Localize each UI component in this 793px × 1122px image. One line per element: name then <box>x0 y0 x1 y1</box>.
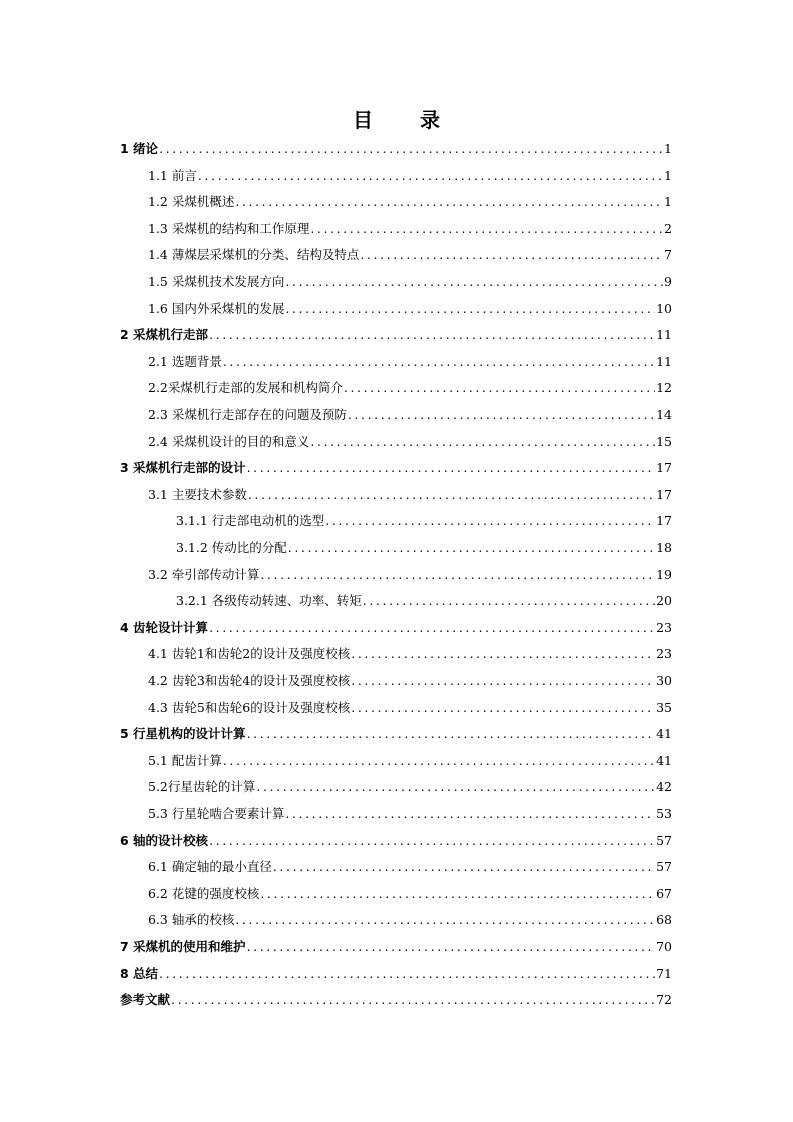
toc-entry-label: 5.1 配齿计算 <box>148 752 222 768</box>
toc-entry-label: 6.3 轴承的校核 <box>148 912 235 928</box>
toc-leader-dots <box>363 593 655 609</box>
toc-entry-page: 30 <box>656 673 672 688</box>
toc-entry-page: 2 <box>664 220 672 236</box>
toc-entry-page: 9 <box>664 274 672 289</box>
toc-entry[interactable] <box>148 855 672 875</box>
toc-entry-label: 5 行星机构的设计计算 <box>120 726 246 742</box>
toc-leader-dots <box>235 194 663 210</box>
toc-entry-page: 23 <box>656 619 672 635</box>
toc-entry-label: 2 采煤机行走部 <box>120 327 209 343</box>
toc-entry[interactable] <box>148 669 672 689</box>
toc-entry-page: 7 <box>664 247 672 263</box>
toc-entry-label: 2.4 采煤机设计的目的和意义 <box>148 433 310 449</box>
toc-leader-dots <box>348 407 655 423</box>
toc-leader-dots <box>344 380 655 396</box>
toc-leader-dots <box>209 833 655 849</box>
toc-entry-page: 20 <box>656 593 672 609</box>
toc-entry-label: 8 总结 <box>120 965 159 981</box>
toc-entry[interactable] <box>148 483 672 503</box>
toc-entry[interactable] <box>148 190 672 210</box>
toc-entry-page: 41 <box>656 752 672 768</box>
toc-entry-label: 6.2 花键的强度校核 <box>148 885 260 901</box>
toc-entry-label: 2.2采煤机行走部的发展和机构简介 <box>148 380 343 396</box>
toc-leader-dots <box>360 247 663 263</box>
toc-entry[interactable] <box>148 749 672 769</box>
toc-entry[interactable] <box>148 403 672 423</box>
toc-entry-page: 12 <box>656 380 672 396</box>
toc-entry-label: 1.6 国内外采煤机的发展 <box>148 300 285 316</box>
toc-entry-label: 3.1.2 传动比的分配 <box>176 540 287 555</box>
toc-entry[interactable] <box>176 589 672 609</box>
toc-leader-dots <box>285 274 663 290</box>
toc-leader-dots <box>209 327 655 343</box>
toc-entry-label: 参考文献 <box>120 992 171 1008</box>
toc-leader-dots <box>260 567 655 583</box>
toc-leader-dots <box>235 912 655 928</box>
toc-leader-dots <box>159 141 663 157</box>
toc-leader-dots <box>247 726 656 742</box>
toc-entry-label: 3.2.1 各级传动转速、功率、转矩 <box>176 593 362 609</box>
toc-entry-label: 2.3 采煤机行走部存在的问题及预防 <box>148 407 347 422</box>
toc-entry-page: 17 <box>656 460 672 476</box>
toc-entry-label: 6 轴的设计校核 <box>120 832 209 848</box>
toc-entry-page: 17 <box>656 513 672 529</box>
toc-leader-dots <box>159 966 655 982</box>
toc-leader-dots <box>310 221 663 237</box>
toc-entry[interactable] <box>120 988 672 1008</box>
toc-entry[interactable] <box>148 775 672 795</box>
toc-leader-dots <box>285 806 655 822</box>
toc-entry-page: 57 <box>656 859 672 875</box>
toc-leader-dots <box>351 673 655 689</box>
toc-entry[interactable] <box>148 297 672 317</box>
toc-entry-label: 4 齿轮设计计算 <box>120 619 209 635</box>
toc-entry-page: 11 <box>656 353 672 369</box>
toc-entry-label: 7 采煤机的使用和维护 <box>120 939 246 954</box>
toc-entry[interactable] <box>148 882 672 902</box>
toc-entry[interactable] <box>148 908 672 928</box>
toc-entry-page: 23 <box>656 646 672 662</box>
toc-entry[interactable] <box>148 563 672 583</box>
toc-entry-label: 1.5 采煤机技术发展方向 <box>148 274 285 289</box>
toc-entry[interactable] <box>148 217 672 237</box>
toc-leader-dots <box>260 886 655 902</box>
toc-entry-page: 11 <box>656 327 672 343</box>
toc-entry-page: 53 <box>656 806 672 821</box>
toc-entry[interactable] <box>148 430 672 450</box>
toc-entry-label: 5.3 行星轮啮合要素计算 <box>148 806 285 821</box>
toc-entry[interactable] <box>120 456 672 476</box>
toc-entry-label: 5.2行星齿轮的计算 <box>148 779 256 795</box>
toc-entry-page: 67 <box>656 885 672 901</box>
toc-entry[interactable] <box>120 323 672 343</box>
toc-leader-dots <box>285 301 655 317</box>
toc-leader-dots <box>248 487 655 503</box>
toc-entry-page: 70 <box>656 939 672 954</box>
toc-leader-dots <box>223 753 655 769</box>
toc-entry[interactable] <box>148 243 672 263</box>
toc-entry-page: 72 <box>656 992 672 1008</box>
toc-entry-label: 3.1.1 行走部电动机的选型 <box>176 513 325 529</box>
toc-entry-page: 1 <box>664 141 672 156</box>
toc-entry-label: 2.1 选题背景 <box>148 353 222 369</box>
toc-entry-label: 4.3 齿轮5和齿轮6的设计及强度校核 <box>148 699 351 715</box>
toc-entry-label: 1.4 薄煤层采煤机的分类、结构及特点 <box>148 247 360 263</box>
toc-entry[interactable] <box>148 164 672 184</box>
toc-entry[interactable] <box>120 722 672 742</box>
toc-leader-dots <box>198 168 663 184</box>
toc-leader-dots <box>273 859 655 875</box>
toc-entry-page: 18 <box>656 540 672 555</box>
toc-entry-page: 15 <box>656 433 672 449</box>
toc-entry-page: 10 <box>656 300 672 316</box>
toc-entry-page: 14 <box>656 407 672 422</box>
toc-entry-label: 1.2 采煤机概述 <box>148 194 235 210</box>
toc-leader-dots <box>247 939 656 955</box>
toc-entry-page: 1 <box>664 167 672 183</box>
toc-entry[interactable] <box>148 270 672 290</box>
toc-entry-label: 1.1 前言 <box>148 167 197 183</box>
toc-entry-page: 68 <box>656 912 672 928</box>
toc-entry[interactable] <box>148 696 672 716</box>
toc-entry-label: 3 采煤机行走部的设计 <box>120 460 246 476</box>
toc-entry[interactable] <box>176 536 672 556</box>
toc-entry-page: 41 <box>656 726 672 742</box>
toc-leader-dots <box>171 992 655 1008</box>
toc-entry[interactable] <box>120 935 672 955</box>
toc-leader-dots <box>351 646 655 662</box>
toc-entry-page: 71 <box>656 965 672 981</box>
toc-leader-dots <box>288 540 655 556</box>
toc-leader-dots <box>223 354 655 370</box>
page-title: 目 录 <box>353 108 460 132</box>
toc-entry-page: 1 <box>664 194 672 210</box>
toc-entry-label: 1.3 采煤机的结构和工作原理 <box>148 220 310 236</box>
toc-leader-dots <box>256 779 655 795</box>
toc-entry-page: 19 <box>656 566 672 582</box>
toc-entry[interactable] <box>148 642 672 662</box>
toc-entry-label: 1 绪论 <box>120 141 159 156</box>
toc-leader-dots <box>209 620 655 636</box>
toc-entry[interactable] <box>148 350 672 370</box>
toc-entry[interactable] <box>120 137 672 157</box>
toc-entry-page: 35 <box>656 699 672 715</box>
toc-entry-label: 3.2 牵引部传动计算 <box>148 566 260 582</box>
toc-leader-dots <box>351 700 655 716</box>
toc-leader-dots <box>325 513 655 529</box>
toc-entry[interactable] <box>176 509 672 529</box>
toc-entry-label: 4.1 齿轮1和齿轮2的设计及强度校核 <box>148 646 351 662</box>
toc-entry-label: 6.1 确定轴的最小直径 <box>148 859 272 875</box>
toc-entry-page: 57 <box>656 832 672 848</box>
toc-entry[interactable] <box>120 829 672 849</box>
toc-entry-label: 4.2 齿轮3和齿轮4的设计及强度校核 <box>148 673 351 688</box>
toc-entry-label: 3.1 主要技术参数 <box>148 486 247 502</box>
toc-entry[interactable] <box>148 376 672 396</box>
toc-leader-dots <box>247 460 656 476</box>
toc-entry[interactable] <box>148 802 672 822</box>
toc-entry[interactable] <box>120 616 672 636</box>
toc-entry-page: 42 <box>656 779 672 795</box>
toc-leader-dots <box>310 434 655 450</box>
toc-entry[interactable] <box>120 962 672 982</box>
toc-entry-page: 17 <box>656 486 672 502</box>
